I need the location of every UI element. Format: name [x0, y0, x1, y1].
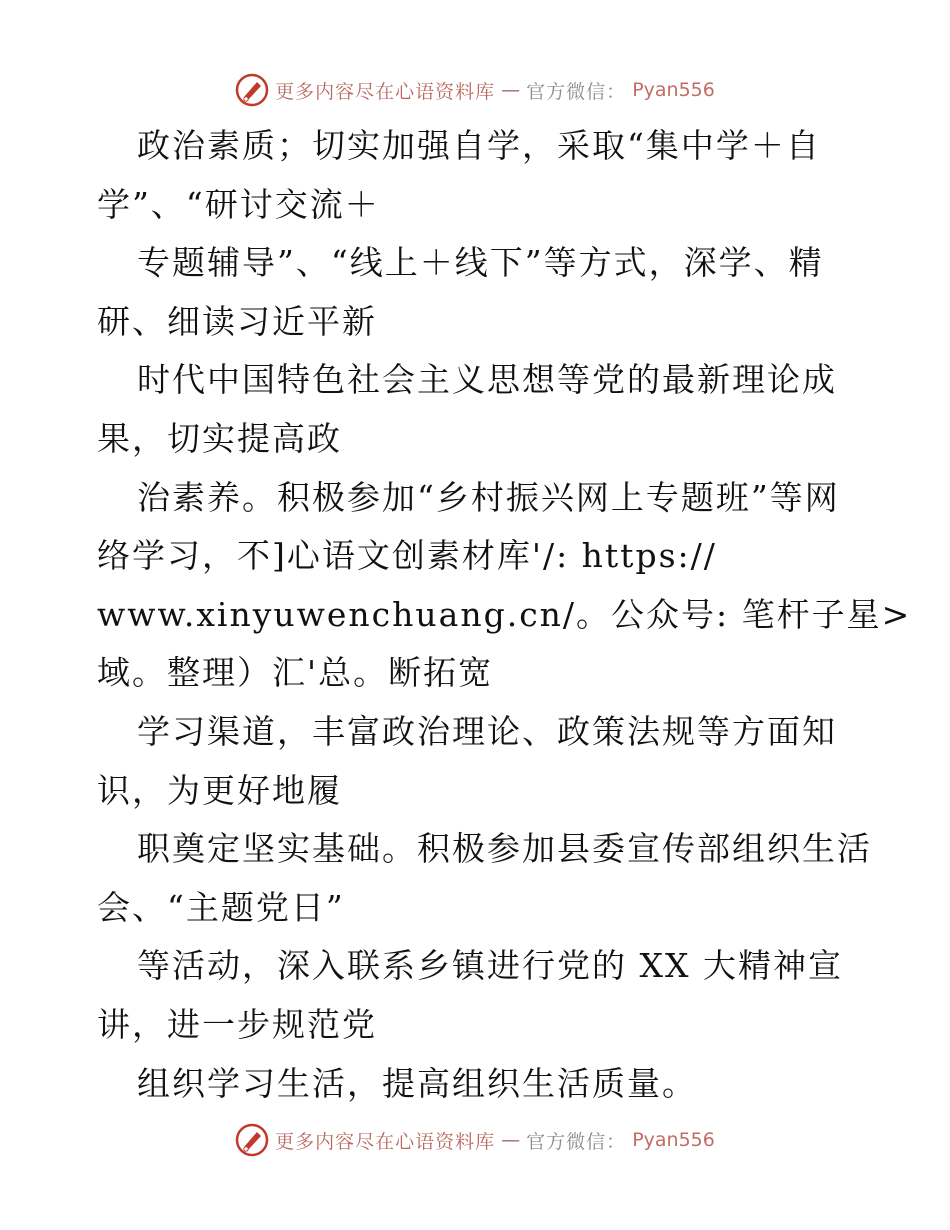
text-line: 学习渠道，丰富政治理论、政策法规等方面知: [137, 711, 837, 751]
text-line: 会、“主题党日”: [97, 887, 345, 927]
text-line: 政治素质；切实加强自学，采取“集中学＋自: [137, 126, 821, 165]
text-line: 专题辅导”、“线上＋线下”等方式，深学、精: [137, 243, 824, 283]
text-line: www.xinyuwenchuang.cn/。公众号: 笔杆子星>: [97, 594, 912, 634]
banner-brand: 更多内容尽在心语资料库: [275, 80, 496, 103]
header-banner: [0, 70, 950, 110]
banner-brand: 更多内容尽在心语资料库: [275, 1130, 496, 1153]
banner-official-label: 官方微信：: [526, 80, 627, 103]
text-line: 果，切实提高政: [97, 418, 342, 458]
text-line: 等活动，深入联系乡镇进行党的 XX 大精神宣: [137, 946, 843, 986]
text-line: 识，为更好地履: [97, 770, 342, 810]
pen-nib-logo-icon: [235, 1123, 269, 1157]
footer-banner: [0, 1120, 950, 1160]
banner-wechat-handle: Pyan556: [632, 1129, 715, 1151]
pen-nib-logo-icon: [235, 73, 269, 107]
text-line: 职奠定坚实基础。积极参加县委宣传部组织生活: [137, 829, 872, 869]
text-line: 组织学习生活，提高组织生活质量。: [137, 1063, 697, 1103]
text-line: 治素养。积极参加“乡村振兴网上专题班”等网: [137, 477, 840, 517]
text-line: 学”、“研讨交流＋: [97, 184, 380, 224]
text-line: 时代中国特色社会主义思想等党的最新理论成: [137, 360, 837, 400]
text-line: 域。整理）汇'总。断拓宽: [97, 653, 494, 693]
text-line: 研、细读习近平新: [97, 301, 377, 341]
text-line: 讲，进一步规范党: [97, 1004, 377, 1044]
text-line: 络学习，不]心语文创素材库'/: https://: [97, 536, 717, 576]
banner-wechat-handle: Pyan556: [632, 79, 715, 101]
banner-official-label: 官方微信：: [526, 1130, 627, 1153]
banner-separator: —: [501, 1129, 521, 1151]
document-body: [97, 117, 912, 1113]
banner-separator: —: [501, 79, 521, 101]
